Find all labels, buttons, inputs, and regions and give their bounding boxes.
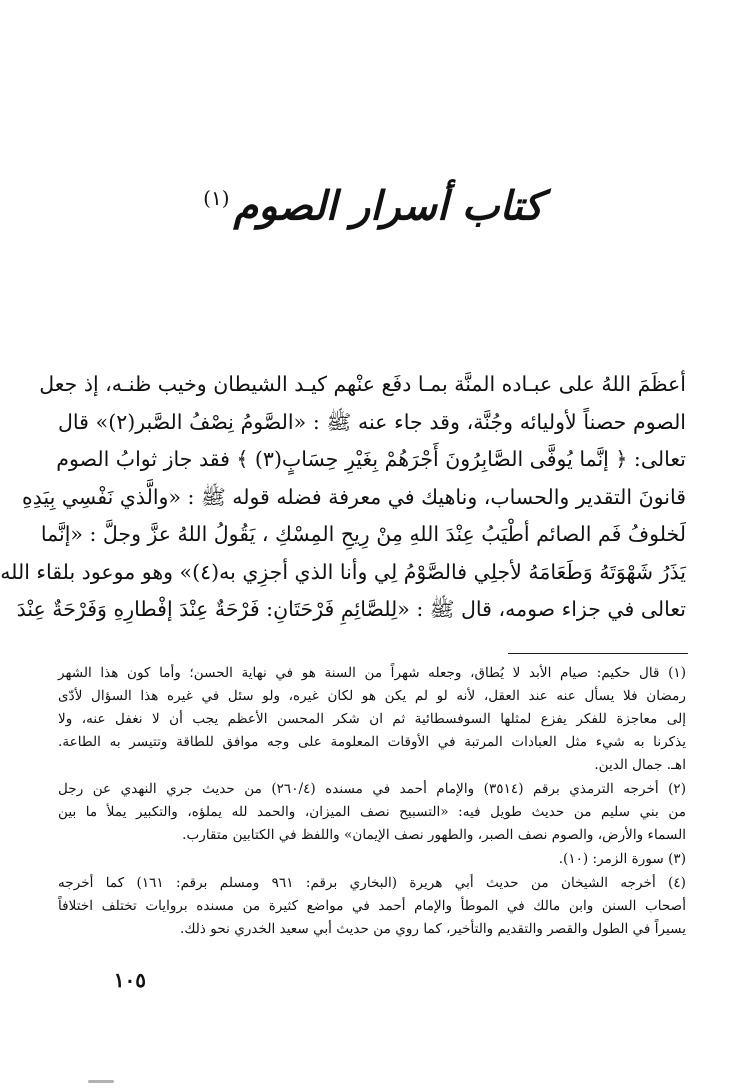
chapter-title-text: كتاب أسرار الصوم xyxy=(233,182,543,230)
page-number-text: ١٠٥ xyxy=(113,968,146,992)
footnote-2 xyxy=(58,778,686,847)
chapter-footnote-marker: (١) xyxy=(203,186,230,210)
body-line: لَخلوفُ فَم الصائم أطْيَبُ عِنْدَ اللهِ مِنْ رِيحِ المِسْكِ ، يَقُولُ اللهُ عزَّ وجلَّ : «إنَّما xyxy=(40,522,686,546)
footnote-line: (١) قال حكيم: صيام الأبد لا يُطاق، وجعله شهراً من السنة هو في نهاية الحسن؛ وأما كون هذا الشهر xyxy=(58,665,686,681)
body-line: تعالى: ﴿ إنَّما يُوفَّى الصَّابِرُونَ أَجْرَهُمْ بِغَيْرِ حِسَابٍ(٣) ﴾ فقد جاز ثوابُ الصوم xyxy=(56,447,686,471)
footnote-line: اهـ. جمال الدين. xyxy=(594,757,686,773)
footnote-line: إلى معاجزة للفكر يفزع لمثلها السوفسطائية ثم ان شكر المحسن الأعظم يجب أن لا نغفل عنه، ولا xyxy=(58,711,686,727)
body-line: تعالى في جزاء صومه، قال ﷺ : «لِلصَّائِمِ فَرْحَتَانِ: فَرْحَةٌ عِنْدَ إفْطارِهِ وَفَرْحَةٌ عِنْدَ xyxy=(16,597,686,621)
footnote-separator xyxy=(508,653,688,654)
footnote-line: رمضان فلا يسأل عنه عند العقل، لأنه لو لم يكن هو لكان غيره، ولو سئل في غيره هذا السؤال لأدّى xyxy=(58,688,686,704)
scan-artifact xyxy=(88,1080,114,1083)
footnote-4 xyxy=(58,872,686,941)
body-line: قانونَ التقدير والحساب، وناهيك في معرفة فضله قوله ﷺ : «والَّذي نَفْسِي بِيَدِهِ xyxy=(21,484,686,509)
page-number xyxy=(56,968,146,992)
footnote-line: يذكرنا به شيء مثل العبادات المرتبة في الأوقات المعلومة على وجه موافق للطاقة وتتيسر به الطاعة. xyxy=(58,734,686,750)
chapter-title xyxy=(0,168,746,236)
body-line: يَذَرُ شَهْوَتَهُ وَطَعَامَهُ لأجلِي فالصَّوْمُ لِي وأنا الذي أجزِي به(٤)» وهو موعود بلقاء الله xyxy=(0,559,686,584)
body-paragraph xyxy=(0,366,687,629)
footnote-line: (٢) أخرجه الترمذي برقم (٣٥١٤) والإمام أحمد في مسنده (٢٦٠/٤) من حديث جري النهدي عن رجل xyxy=(58,781,687,797)
footnote-line: أصحاب السنن وابن مالك في الموطأ والإمام أحمد في مواضع كثيرة من مسنده بروايات تختلف اختلافاً xyxy=(58,898,686,914)
footnote-line: من بني سليم من حديث طويل فيه: «التسبيح نصف الميزان، والحمد لله يملؤه، والتكبير يملأ ما بين xyxy=(58,804,686,820)
body-line: أعظَمَ اللهُ على عبـاده المنَّة بمـا دفَع عنْهم كيـد الشيطان وخيب ظنـه، إذ جعل xyxy=(39,372,686,396)
footnote-3 xyxy=(58,848,686,871)
footnotes-section xyxy=(58,662,686,942)
footnote-line: السماء والأرض، والصوم نصف الصبر، والطهور نصف الإيمان» واللفظ في الكتابين متقارب. xyxy=(182,827,686,843)
footnote-line: (٤) أخرجه الشيخان من حديث أبي هريرة (البخاري برقم: ٩٦١ ومسلم برقم: ١٦١) كما أخرجه xyxy=(58,875,686,891)
footnote-line: يسيراً في الطول والقصر والتقديم والتأخير، كما روي من حديث أبي سعيد الخدري نحو ذلك. xyxy=(180,921,686,937)
footnote-1 xyxy=(58,662,686,777)
body-line: الصوم حصناً لأوليائه وجُنَّة، وقد جاء عنه ﷺ : «الصَّومُ نِصْفُ الصَّبر(٢)» قال xyxy=(58,409,687,434)
footnote-line: (٣) سورة الزمر: (١٠). xyxy=(558,851,686,867)
